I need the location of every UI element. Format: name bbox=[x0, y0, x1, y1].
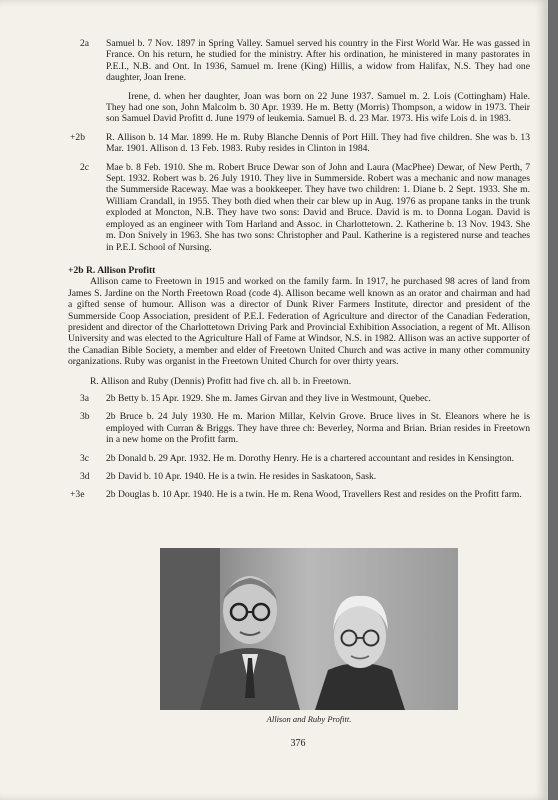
entry-marker: 3b bbox=[80, 411, 90, 423]
children-intro: R. Allison and Ruby (Dennis) Profitt had five ch. all b. in Freetown. bbox=[90, 375, 352, 387]
child-3e bbox=[68, 489, 530, 500]
child-3a bbox=[68, 393, 530, 404]
child-3b bbox=[68, 411, 530, 445]
entry-text: 2b David b. 10 Apr. 1940. He is a twin. He resides in Saskatoon, Sask. bbox=[106, 471, 377, 482]
entry-marker: 2a bbox=[80, 38, 90, 49]
entry-text: 2b Douglas b. 10 Apr. 1940. He is a twin. He m. Rena Wood, Travellers Rest and resides on the Profitt farm. bbox=[106, 489, 522, 501]
section-body: Allison came to Freetown in 1915 and worked on the family farm. In 1917, he purchased 98 acres of land from James S. Jardine on the North Freetown Road (code 4). Allison became well known as an orator and chairman and had a gifted sense of humour. Allison was a director of Dunk River Farmers Institute, director and president of the Summerside Coop Association, president of P.E.I. Federation of Agriculture and director of the Canadian Federation, president and director of the Charlottetown Driving Park and Provincial Exhibition Association, a regent of Mt. Allison University and was elected to the Agriculture Hall of Fame at Windsor, N.S. in 1982. Allison was an active supporter of the Canadian Bible Society, a member and elder of Freetown United Church and was active in many other community organizations. Ruby was organist in the Freetown United Church for over thirty years. bbox=[68, 276, 530, 368]
entry-marker: 3c bbox=[80, 452, 90, 464]
entry-text: Samuel b. 7 Nov. 1897 in Spring Valley. Samuel served his country in the First World War. He was gassed in France. On his return, he studied for the ministry. After his ordination, he ministered in many pastorates in P.E.I., N.B. and Ont. In 1936, Samuel m. Irene (King) Hillis, a widow from Halifax, N.S. They had one daughter, Joan Irene. bbox=[106, 38, 530, 84]
photo-figure bbox=[160, 548, 458, 724]
entry-marker: 3a bbox=[80, 392, 90, 404]
entry-marker: +3e bbox=[70, 489, 85, 501]
entry-continuation: Irene, d. when her daughter, Joan was born on 22 June 1937. Samuel m. 2. Lois (Cottingham) Hale. They had one son, John Malcolm b. 30 Apr. 1939. He m. Betty (Morris) Thompson, a widow in 1973. Their son Samuel David Profitt d. June 1979 of leukemia. Samuel B. d. 23 Mar. 1973. His wife Lois d. in 1983. bbox=[106, 90, 530, 125]
page-number: 376 bbox=[290, 738, 306, 749]
entry-marker: 3d bbox=[80, 471, 90, 482]
entry-text: 2b Betty b. 15 Apr. 1929. She m. James Girvan and they live in Westmount, Quebec. bbox=[106, 392, 431, 404]
entry-text: Mae b. 8 Feb. 1910. She m. Robert Bruce Dewar son of John and Laura (MacPhee) Dewar, of New Perth, 7 Sept. 1932. Robert was b. 26 July 1910. They live in Summerside. Robert was a mechanic and now manages the Summerside Raceway. Mae was a bookkeeper. They have two children: 1. Diane b. 2 Sept. 1933. She m. William Crandall, in 1955. They both died when their car blew up in Aug. 1976 as propane tanks in the trunk exploded at Moncton, N.B. They have two sons: David and Bruce. David is m. to Donna Logan. David is employed as an engineer with Tom Harland and Assoc. in Charlottetown. 2. Katherine b. 13 Nov. 1943. She m. Don Snively in 1963. She has two sons: Christopher and Paul. Katherine is a registered nurse and teaches in P.E.I. School of Nursing. bbox=[106, 161, 530, 253]
entry-text: 2b Bruce b. 24 July 1930. He m. Marion Millar, Kelvin Grove. Bruce lives in St. Eleanors where he is employed with Curran & Briggs. They have three ch: Beverley, Norma and Brian. Brian resides in Freetown in a new home on the Profitt farm. bbox=[106, 411, 530, 446]
section-heading: +2b R. Allison Profitt bbox=[68, 264, 156, 276]
photo-caption: Allison and Ruby Profitt. bbox=[266, 714, 352, 724]
entry-2c bbox=[68, 162, 530, 253]
entry-2b bbox=[68, 132, 530, 155]
entry-marker: 2c bbox=[80, 161, 90, 173]
child-3d bbox=[68, 471, 530, 482]
child-3c bbox=[68, 453, 530, 464]
entry-marker: +2b bbox=[70, 131, 86, 143]
entry-text: 2b Donald b. 29 Apr. 1932. He m. Dorothy Henry. He is a chartered accountant and resides in Kensington. bbox=[106, 452, 515, 464]
portrait-photo bbox=[160, 548, 458, 710]
entry-2a bbox=[68, 38, 530, 125]
entry-text: R. Allison b. 14 Mar. 1899. He m. Ruby Blanche Dennis of Port Hill. They had five children. She was b. 13 Mar. 1901. Allison d. 13 Feb. 1983. Ruby resides in Clinton in 1984. bbox=[106, 131, 530, 155]
page-content bbox=[68, 38, 530, 508]
